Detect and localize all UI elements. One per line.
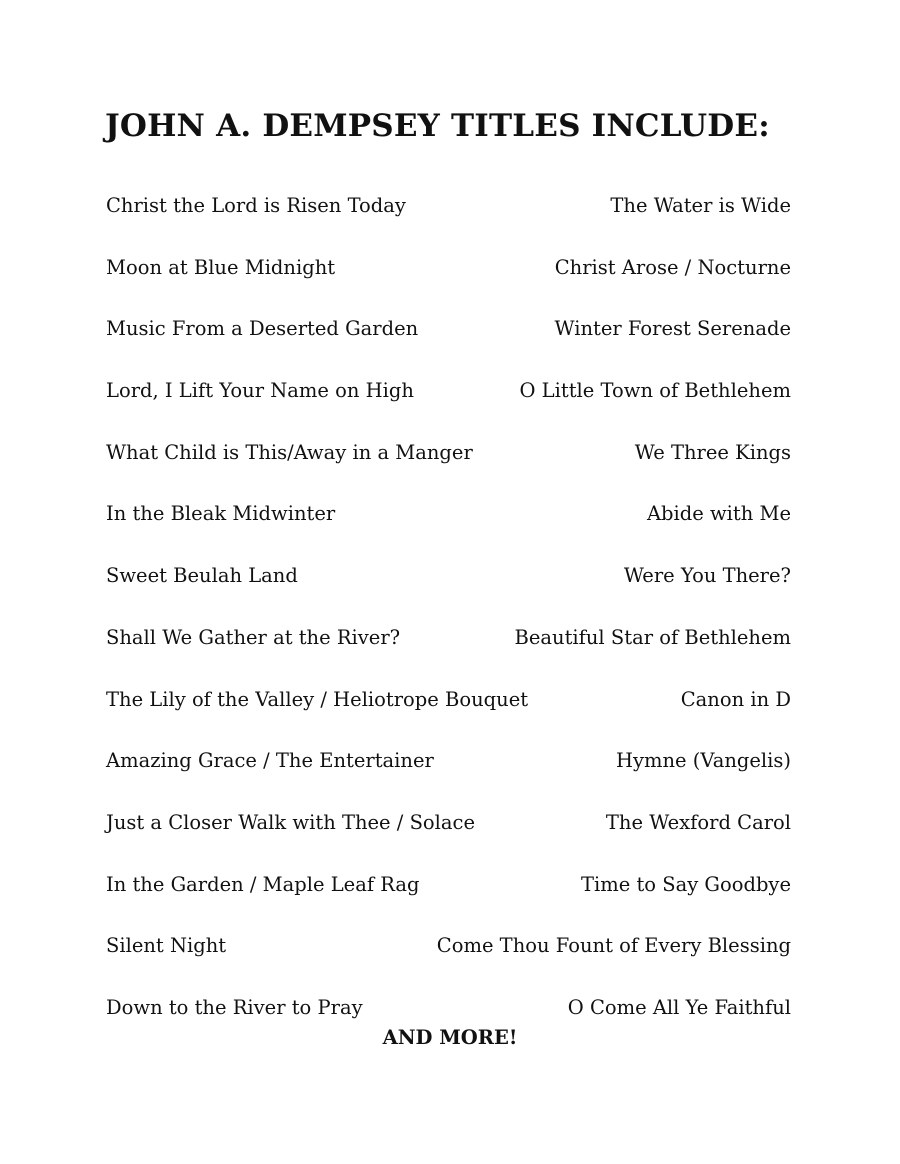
title-right: Were You There? bbox=[623, 564, 791, 588]
title-left: Amazing Grace / The Entertainer bbox=[106, 749, 434, 773]
title-left: In the Garden / Maple Leaf Rag bbox=[106, 872, 420, 896]
title-right: O Little Town of Bethlehem bbox=[519, 379, 791, 403]
title-left: What Child is This/Away in a Manger bbox=[106, 440, 473, 464]
title-right: The Wexford Carol bbox=[605, 810, 791, 834]
title-right: O Come All Ye Faithful bbox=[567, 995, 791, 1019]
title-left: Lord, I Lift Your Name on High bbox=[106, 379, 414, 403]
title-row bbox=[106, 680, 791, 742]
title-row bbox=[106, 556, 791, 618]
title-left: Down to the River to Pray bbox=[106, 995, 363, 1019]
title-row bbox=[106, 371, 791, 433]
title-right: Hymne (Vangelis) bbox=[615, 749, 791, 773]
title-row bbox=[106, 494, 791, 556]
title-right: Time to Say Goodbye bbox=[580, 872, 791, 896]
title-left: The Lily of the Valley / Heliotrope Bouquet bbox=[106, 687, 529, 711]
title-left: Just a Closer Walk with Thee / Solace bbox=[106, 810, 475, 834]
title-right: The Water is Wide bbox=[610, 194, 791, 217]
title-row bbox=[106, 618, 791, 680]
title-left: In the Bleak Midwinter bbox=[106, 502, 336, 526]
title-row bbox=[106, 803, 791, 865]
title-right: Winter Forest Serenade bbox=[554, 317, 791, 341]
title-row bbox=[106, 741, 791, 803]
title-row bbox=[106, 248, 791, 310]
title-row bbox=[106, 433, 791, 495]
title-row bbox=[106, 865, 791, 927]
page-title: JOHN A. DEMPSEY TITLES INCLUDE: bbox=[105, 108, 770, 144]
title-left: Shall We Gather at the River? bbox=[106, 625, 401, 649]
title-row bbox=[106, 926, 791, 988]
title-left: Music From a Deserted Garden bbox=[106, 317, 419, 341]
title-row bbox=[106, 309, 791, 371]
title-row bbox=[106, 186, 791, 248]
title-left: Sweet Beulah Land bbox=[106, 564, 298, 588]
title-left: Silent Night bbox=[106, 934, 227, 958]
title-right: Christ Arose / Nocturne bbox=[554, 255, 791, 279]
titles-list bbox=[106, 186, 791, 1050]
title-right: We Three Kings bbox=[634, 440, 791, 464]
title-right: Abide with Me bbox=[646, 502, 791, 526]
title-left: Christ the Lord is Risen Today bbox=[106, 194, 406, 217]
title-left: Moon at Blue Midnight bbox=[106, 255, 336, 279]
title-right: Beautiful Star of Bethlehem bbox=[514, 625, 791, 649]
title-right: Canon in D bbox=[680, 687, 791, 711]
and-more-footer: AND MORE! bbox=[382, 1026, 518, 1049]
title-right: Come Thou Fount of Every Blessing bbox=[436, 934, 791, 958]
